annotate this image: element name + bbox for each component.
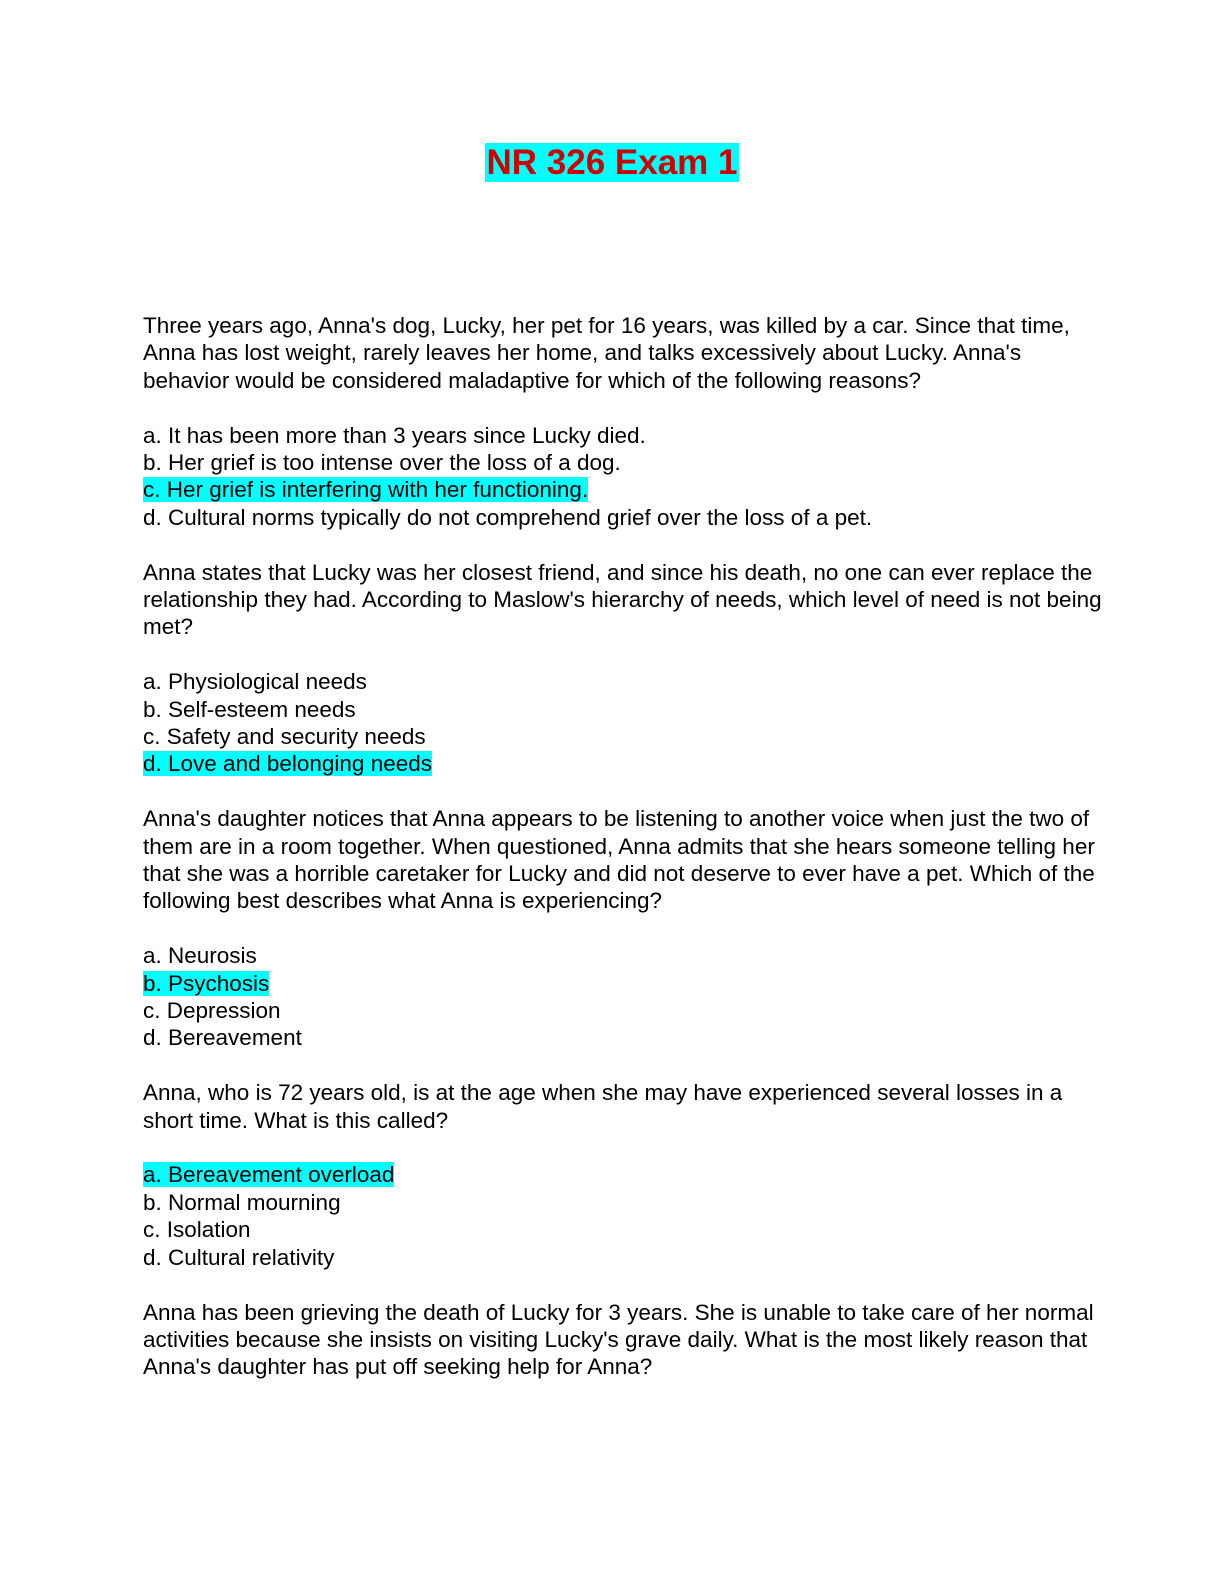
- question-block: [143, 559, 1103, 778]
- answer-option-highlighted: c. Her grief is interfering with her functioning.: [143, 477, 589, 503]
- answer-option: b. Normal mourning: [143, 1189, 341, 1215]
- question-block: [143, 1079, 1103, 1271]
- question-text: Anna has been grieving the death of Lucky for 3 years. She is unable to take care of her normal activities because she insists on visiting Lucky's grave daily. What is the most likely reason that Anna's daughter has put off seeking help for Anna?: [143, 1299, 1094, 1380]
- question-text: Anna's daughter notices that Anna appears to be listening to another voice when just the two of them are in a room together. When questioned, Anna admits that she hears someone telling her that she was a horrible caretaker for Lucky and did not deserve to ever have a pet. Which of the following best describes what Anna is experiencing?: [143, 806, 1095, 914]
- answer-option: a. Neurosis: [143, 943, 257, 969]
- answer-options: [143, 668, 1103, 778]
- page-title-text: NR 326 Exam 1: [486, 143, 738, 182]
- answer-options: [143, 422, 1103, 532]
- answer-option: c. Depression: [143, 998, 281, 1024]
- answer-options: [143, 1161, 1103, 1271]
- answer-options: [143, 942, 1103, 1052]
- question-text: Anna states that Lucky was her closest friend, and since his death, no one can ever replace the relationship they had. According to Maslow's hierarchy of needs, which level of need is not being met?: [143, 559, 1102, 640]
- answer-option: a. Physiological needs: [143, 669, 367, 695]
- page-title: [0, 143, 1224, 183]
- answer-option: d. Cultural relativity: [143, 1244, 335, 1270]
- answer-option-highlighted: a. Bereavement overload: [143, 1162, 395, 1188]
- question-block: [143, 1299, 1103, 1381]
- question-text: Three years ago, Anna's dog, Lucky, her pet for 16 years, was killed by a car. Since that time, Anna has lost weight, rarely leaves her home, and talks excessively about Lucky. Anna's behavior would be considered maladaptive for which of the following reasons?: [143, 313, 1070, 393]
- answer-option-highlighted: d. Love and belonging needs: [143, 751, 432, 777]
- question-block: [143, 312, 1103, 531]
- question-block: [143, 805, 1103, 1052]
- answer-option: d. Cultural norms typically do not comprehend grief over the loss of a pet.: [143, 504, 873, 530]
- answer-option: d. Bereavement: [143, 1025, 302, 1051]
- answer-option: b. Her grief is too intense over the loss of a dog.: [143, 450, 621, 476]
- answer-option: a. It has been more than 3 years since Lucky died.: [143, 422, 646, 448]
- answer-option: b. Self-esteem needs: [143, 696, 356, 722]
- exam-content: [143, 312, 1103, 1408]
- answer-option-highlighted: b. Psychosis: [143, 970, 270, 996]
- question-text: Anna, who is 72 years old, is at the age when she may have experienced several losses in a short time. What is this called?: [143, 1080, 1063, 1133]
- answer-option: c. Safety and security needs: [143, 724, 426, 750]
- answer-option: c. Isolation: [143, 1217, 251, 1243]
